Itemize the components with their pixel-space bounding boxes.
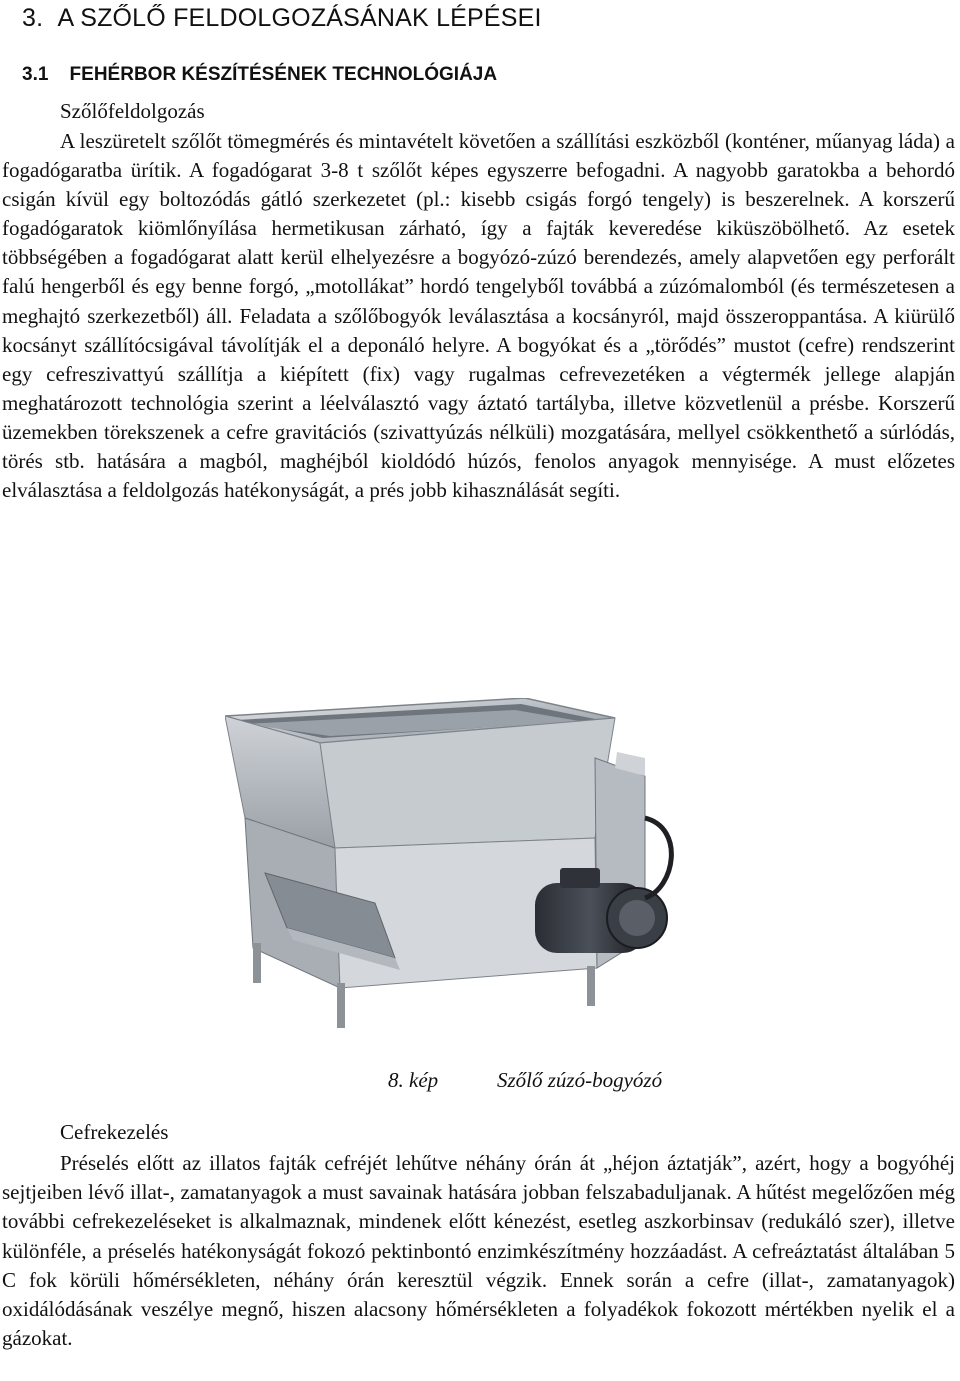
chapter-title: A SZŐLŐ FELDOLGOZÁSÁNAK LÉPÉSEI bbox=[57, 4, 542, 32]
subsection-title-cefrekezeles: Cefrekezelés bbox=[60, 1120, 169, 1144]
section-number: 3.1 bbox=[22, 64, 49, 85]
figure-caption: Szőlő zúzó-bogyózó bbox=[497, 1068, 663, 1092]
chapter-heading bbox=[22, 4, 542, 33]
paragraph-szolofeldolgozas: A leszüretelt szőlőt tömegmérés és mintavételt követően a szállítási eszközből (konténer, műanyag láda) a fogadógaratba ürítik. A fogadógarat 3-8 t szőlőt képes egyszerre befogadni. A nagyobb garatokba a behordó csigán kívül egy boltozódás gátló szerkezetet (pl.: kisebb csigás forgó tengely) is beszerelnek. A korszerű fogadógaratok kiömlőnyílása hermetikusan zárható, így a fajták keveredése kiküszöbölhető. Az esetek többségében a fogadógarat alatt kerül elhelyezésre a bogyózó-zúzó berendezés, amely alapvetően egy perforált falú hengerből és egy benne forgó, „motollákat” hordó tengelyből továbbá a zúzómalomból (és természetesen a meghajtó szerkezetből) áll. Feladata a szőlőbogyók leválasztása a kocsányról, majd összeroppantása. A kiürülő kocsányt szállítócsigával távolítják el a deponáló helyre. A bogyókat és a „törődés” mustot (cefre) rendszerint egy cefreszivattyú szállítja a kiépített (fix) vagy rugalmas cefrevezetéken a végtermék jellege alapján meghatározott technológia szerint a léelválasztó vagy áztató tartályba, illetve közvetlenül a présbe. Korszerű üzemekben törekszenek a cefre gravitációs (szivattyúzás nélküli) mozgatására, mellyel csökkenthető a súrlódás, törés stb. hatására a magból, maghéjból kioldódó húzós, fenolos anyagok mennyisége. A must előzetes elválasztása a feldolgozás hatékonyságát, a prés jobb kihasználását segíti. bbox=[2, 129, 955, 503]
figure-number: 8. kép bbox=[388, 1068, 439, 1092]
paragraph-cefrekezeles: Préselés előtt az illatos fajták cefréjét lehűtve néhány órán át „héjon áztatják”, azért, hogy a bogyóhéj sejtjeiben lévő illat-, zamatanyagok a must savainak hatására jobban felszabaduljanak. A hűtést megelőzően még további cefrekezeléseket is alkalmaznak, mindenek előtt kénezést, esetleg aszkorbinsav (redukáló szer), illetve különféle, a préselés hatékonyságát fokozó pektinbontó enzimkészítmény hozzáadást. A cefreáztatást általában 5 C fok körüli hőmérsékleten, néhány órán keresztül végzik. Ennek során a cefre (illat-, zamatanyagok) oxidálódásának veszélye megnő, hiszen alacsony hőmérsékleten a folyadékok fokozott mértékben nyelik el a gázokat. bbox=[2, 1151, 955, 1351]
grape-crusher-destemmer-image bbox=[225, 698, 695, 1038]
subsection-title-szolofeldolgozas: Szőlőfeldolgozás bbox=[60, 99, 205, 123]
chapter-number: 3. bbox=[22, 4, 44, 32]
section-title: FEHÉRBOR KÉSZÍTÉSÉNEK TECHNOLÓGIÁJA bbox=[69, 64, 498, 85]
section-heading bbox=[22, 64, 497, 86]
